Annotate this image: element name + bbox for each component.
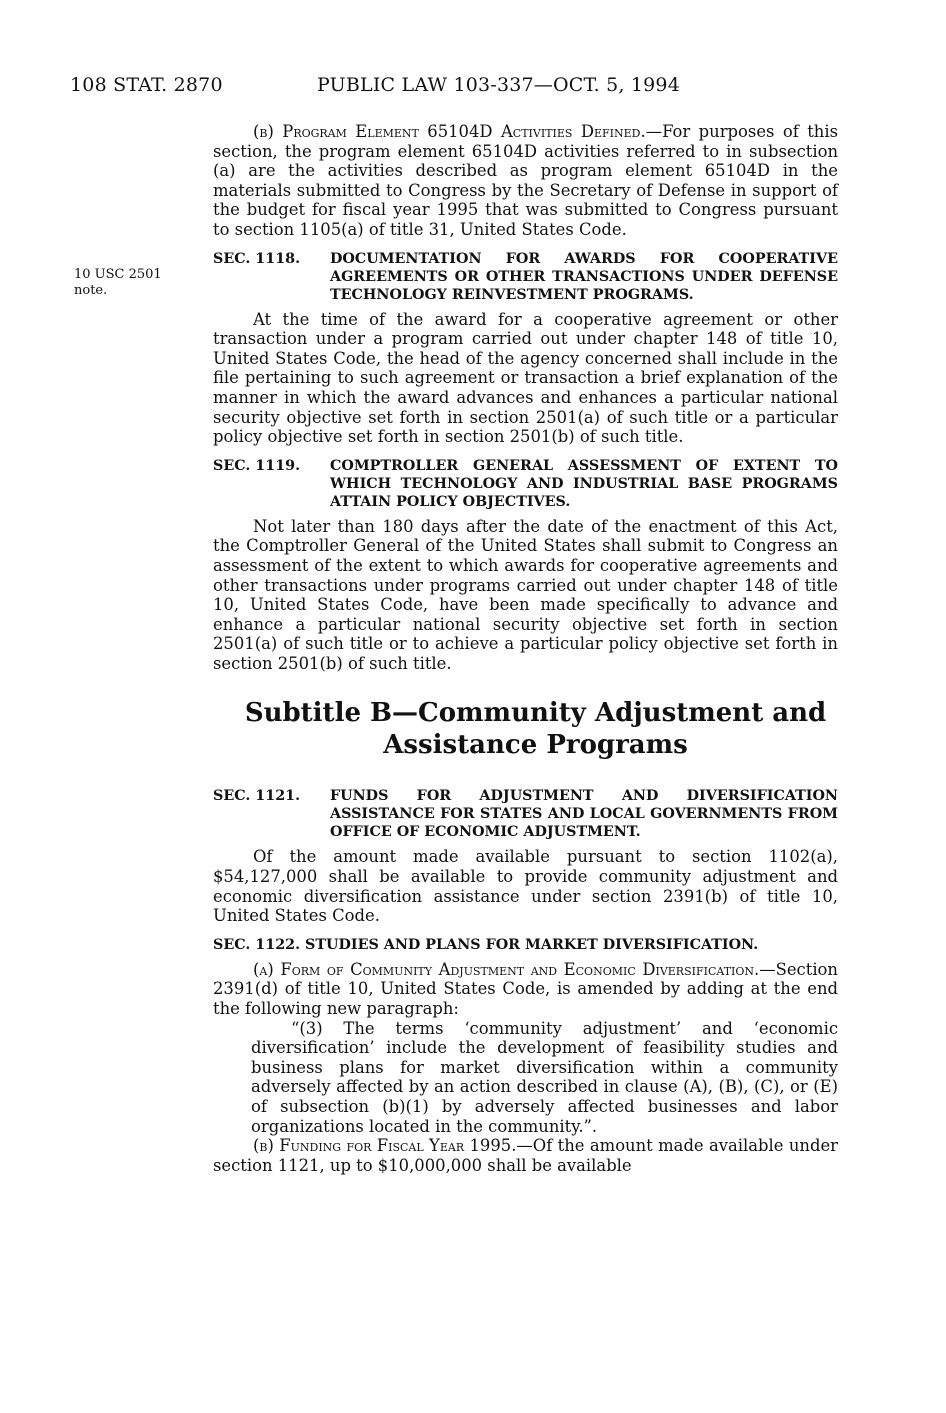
- section-heading-1118: [213, 250, 838, 304]
- section-title: DOCUMENTATION FOR AWARDS FOR COOPERATIVE AGREEMENTS OR OTHER TRANSACTIONS UNDER DEFENSE TECHNOLOGY REINVESTMENT PROGRAMS.: [330, 250, 838, 303]
- section-number: SEC. 1121.: [213, 788, 301, 805]
- section-title: COMPTROLLER GENERAL ASSESSMENT OF EXTENT TO WHICH TECHNOLOGY AND INDUSTRIAL BASE PROGRAMS ATTAIN POLICY OBJECTIVES.: [330, 457, 838, 510]
- paragraph-lead: (b) Program Element 65104D Activities Defined.: [253, 122, 646, 141]
- section-heading-1121: [213, 787, 838, 841]
- document-body: [213, 122, 838, 1175]
- section-body-1119: Not later than 180 days after the date of the enactment of this Act, the Comptroller General of the United States shall submit to Congress an assessment of the extent to which awards for cooperative agreements and other transactions under programs carried out under chapter 148 of title 10, United States Code, have been made specifically to advance and enhance a particular national security objective set forth in section 2501(a) of such title or to achieve a particular policy objective set forth in section 2501(b) of such title.: [213, 516, 838, 673]
- subtitle-heading: [213, 697, 838, 761]
- law-reference: PUBLIC LAW 103-337—OCT. 5, 1994: [317, 74, 681, 96]
- section-number: SEC. 1118.: [213, 250, 301, 267]
- section-body-1118: At the time of the award for a cooperative agreement or other transaction under a program carried out under chapter 148 of title 10, United States Code, the head of the agency concerned shall include in the file pertaining to such agreement or transaction a brief explanation of the manner in which the award advances and enhances a particular national security objective set forth in section 2501(a) of such title or a particular policy objective set forth in section 2501(b) of such title.: [213, 309, 838, 447]
- paragraph-b-definition: [213, 122, 838, 240]
- section-heading-1119: [213, 457, 838, 511]
- paragraph-1122-b: [213, 1136, 838, 1175]
- quoted-paragraph: “(3) The terms ‘community adjustment’ and ‘economic diversification’ include the development of feasibility studies and business plans for market diversification within a community adversely affected by an action described in clause (A), (B), (C), or (E) of subsection (b)(1) by adversely affected businesses and labor organizations located in the community.”.: [251, 1018, 838, 1136]
- section-title: FUNDS FOR ADJUSTMENT AND DIVERSIFICATION ASSISTANCE FOR STATES AND LOCAL GOVERNMENTS FROM OFFICE OF ECONOMIC ADJUSTMENT.: [330, 788, 838, 841]
- page-reference: 108 STAT. 2870: [70, 74, 223, 96]
- paragraph-text: —Of the amount made available under section 1121, up to $10,000,000 shall be available: [213, 1136, 838, 1175]
- paragraph-text: —For purposes of this section, the program element 65104D activities referred to in subsection (a) are the activities described as program element 65104D in the materials submitted to Congress by the Secretary of Defense in support of the budget for fiscal year 1995 that was submitted to Congress pursuant to section 1105(a) of title 31, United States Code.: [213, 122, 838, 239]
- paragraph-1122-a: [213, 960, 838, 1019]
- section-heading-1122: SEC. 1122. STUDIES AND PLANS FOR MARKET DIVERSIFICATION.: [213, 936, 759, 953]
- subtitle-line-2: Assistance Programs: [383, 730, 688, 761]
- section-number: SEC. 1119.: [213, 457, 301, 474]
- section-body-1121: Of the amount made available pursuant to section 1102(a), $54,127,000 shall be available to provide community adjustment and economic diversification assistance under section 2391(b) of title 10, United States Code.: [213, 847, 838, 926]
- paragraph-lead: (a) Form of Community Adjustment and Economic Diversification.: [253, 959, 760, 979]
- subtitle-line-1: Subtitle B—Community Adjustment and: [244, 698, 827, 729]
- margin-note: 10 USC 2501 note.: [74, 267, 162, 298]
- paragraph-text: —Section 2391(d) of title 10, United States Code, is amended by adding at the end the following new paragraph:: [213, 959, 838, 1019]
- paragraph-lead: (b) Funding for Fiscal Year 1995.: [253, 1136, 517, 1156]
